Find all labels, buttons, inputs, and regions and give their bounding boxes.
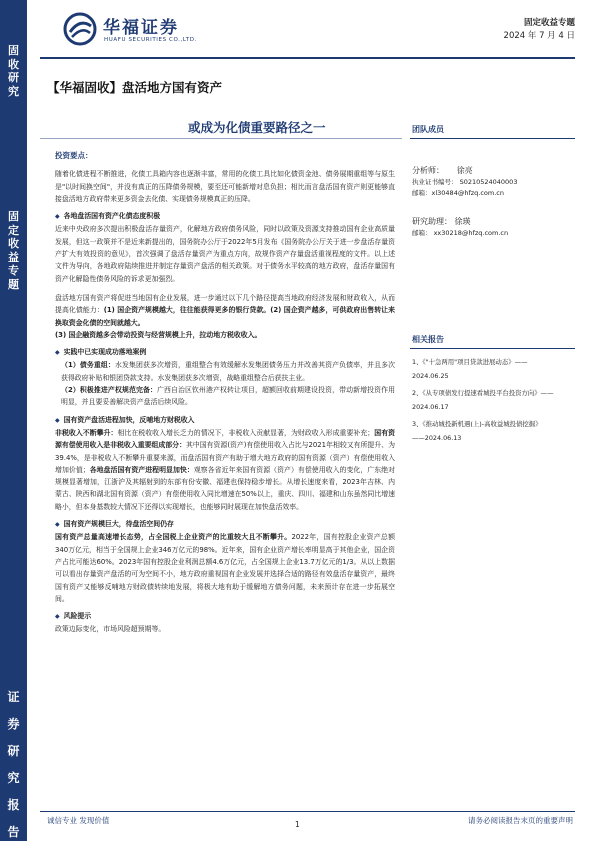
- title-divider: [40, 138, 402, 139]
- company-logo: [63, 12, 223, 48]
- footer-disclaimer: 请务必阅读报告末页的重要声明: [468, 816, 573, 825]
- related-divider: [410, 348, 575, 349]
- sidebar-label-report: 证 券 研 究 报 告: [7, 690, 20, 839]
- header-divider: [40, 57, 575, 59]
- paragraph-risk: 政策边际变化，市场风险超预期等。: [55, 625, 166, 634]
- paragraph-policy: 近来中央政府多次提出积极盘活存量资产，化解地方政府债务风险，同时以政策及资源支持推动国有企业高质量发展，但这一政策并不是近来新提出的，国务院办公厅于2022年5月发布《国务院办公厅关于进一步盘活存量资产扩大有效投资的意见》，首次强调了盘活存量资产为重点方向，故规作资产存量盘活重视程度的文件。以上述文件为导向，各地政府陆续推进并制定存量资产盘活的相关政策。对于债务水平较高的地方政府，盘活存量国有资产化解隐性债务风险的诉求更加强烈。: [55, 225, 395, 283]
- footer-divider: [40, 811, 575, 812]
- analyst-info: [412, 164, 577, 239]
- team-heading: 团队成员: [412, 125, 444, 134]
- paragraph-case-2: （2）积极推进产权规范完备：广西自治区钦州港产权转让项目，超额回收前期建设投资，带动新增投资作用明显，并且要妥善解决资产盘活后续风险。: [61, 386, 395, 407]
- paragraph-case-1: （1）债务重组：水发集团获多次增资，重组整合有效缓解水发集团债务压力并改善其资产负债率，并且多次获得政府补贴和银团贷款支持。水发集团获多次增资，战略重组整合后获扶主业。: [61, 361, 396, 382]
- analyst-row: 分析师： 徐亮: [412, 166, 473, 175]
- paragraph-paths: 盘活地方国有资产将促进当地国有企业发展，进一步通过以下几个路径提高当地政府经济发展和财政收入，从而提高化债能力：(1) 国企资产规模越大，往往能获得更多的银行贷款。(2) 国企资产越多，可供政府出售转让来换取资金化债的空间就越大。 (3) 国企融资越多会带动投资与经营规模上升，拉动地方税收收入。: [55, 293, 395, 339]
- sidebar-label-topic: 固 定 收 益 专 题: [8, 210, 19, 291]
- analyst-email[interactable]: 邮箱：xl30484@hfzq.com.cn: [412, 189, 504, 197]
- related-reports-list: [412, 355, 577, 448]
- section-heading-risk: ◆ 风险提示: [55, 610, 395, 623]
- sidebar-label-research: 固 收 研 究: [8, 44, 19, 98]
- logo-mark-icon: [63, 12, 97, 46]
- related-report-item[interactable]: 2、《从专项债发行提速看城投平台投资方向》—— 2024.06.17: [412, 389, 554, 411]
- section-heading-4: ◆ 国有资产规模巨大，待盘活空间仍存: [55, 518, 395, 531]
- team-divider: [410, 138, 575, 139]
- assistant-row: 研究助理： 徐瑛: [412, 217, 471, 226]
- logo-english-name: HUAFU SECURITIES CO.,LTD.: [104, 37, 197, 43]
- related-reports-heading: 相关报告: [412, 335, 444, 344]
- analyst-license: 执业证书编号： S0210524040003: [412, 178, 518, 186]
- assistant-email[interactable]: 邮箱： xx30218@hfzq.com.cn: [412, 229, 509, 237]
- related-report-item[interactable]: 1、《"十急两用"项目贷款进展动态》—— 2024.06.25: [412, 358, 528, 380]
- intro-paragraph: 随着化债进程不断推进，化债工具箱内容也逐渐丰富，常用的化债工具比如化债资金池、债务展期重组等与原生是"以时间换空间"，并没有真正的压降债务规模，要至还可能新增对息负担；相比而言盘活国有资产则更能够直接盘活地方政府带来更多资金去化债、实现债务规模真正的压降。: [55, 170, 395, 203]
- section-heading-3: ◆ 国有资产盘活进程加快，反哺地方财税收入: [55, 414, 395, 427]
- paragraph-asset-scale: 国有资产总量高速增长态势，占全国税上企业资产的比重较大且不断攀升。2022年，国有控股企业资产总额340万亿元，相当于全国规上企业346万亿元的98%。近年来，国有企业资产增长率明显高于其他企业，国企资产占比可能达60%。2023年国有控股企业利润总额4.6万亿元，占全国规上企业13.7万亿元的1/3。从以上数据可以看出存量资产盘活的可为空间不小，地方政府重视国有企业发展并选择合适的路径有效盘活存量资产，最终国有资产又能够反哺地方财政债转续地发展，将极大地有助于缓解地方债务问题，未来预计存在进一步拓展空间。: [55, 533, 395, 603]
- section-heading-2: ◆ 实践中已实现成功落地案例: [55, 346, 395, 359]
- related-report-item[interactable]: 3、《推动城投新机遇(上)-高收益城投债挖掘》 ——2024.06.13: [412, 420, 542, 442]
- report-body: [55, 150, 395, 636]
- report-type: 固定收益专题: [523, 18, 575, 28]
- left-vertical-band: [0, 0, 27, 841]
- page-number: 1: [295, 820, 300, 829]
- section-heading-1: ◆ 各地盘活国有资产化债态度积极: [55, 210, 395, 223]
- paragraph-nontax: 非税收入不断攀升：相比在税收收入增长乏力的情况下，非税收入贡献显著，为财政收入形成重要补充；国有资源有偿使用收入是非税收入重要组成部分：其中国有资源(资产)有偿使用收入占比与2021年相较又有所提升、为39.4%，是非税收入不断攀升重要来源，而盘活国有资产有助于增大地方政府的国有资源（资产）有偿使用收入增加价值；各地盘活国有资产进程明显加快：观察各省近年来国有资源（资产）有偿使用收入的变化，广东绝对规模显著增加，江浙沪及其辐射到的东部有份安徽、福建也保持稳步增长。从增长速度来看，2023年吉林、内蒙古、陕西和湖北国有资源（资产）有偿使用收入同比增速在50%以上，重庆、四川、福建和山东虽然同比增速略小，但本身基数较大情况下还得以实现增长，也能够同时展现在加快盘活效率。: [55, 428, 396, 511]
- key-points-heading: 投资要点：: [55, 151, 93, 160]
- footer-slogan: 诚信专业 发现价值: [47, 816, 110, 825]
- header-meta: [504, 17, 575, 43]
- report-date: 2024 年 7 月 4 日: [503, 31, 575, 41]
- logo-chinese-name: 华福证券: [103, 18, 179, 38]
- report-title: 【华福固收】盘活地方国有资产: [47, 80, 223, 95]
- report-subtitle: 或成为化债重要路径之一: [188, 120, 326, 135]
